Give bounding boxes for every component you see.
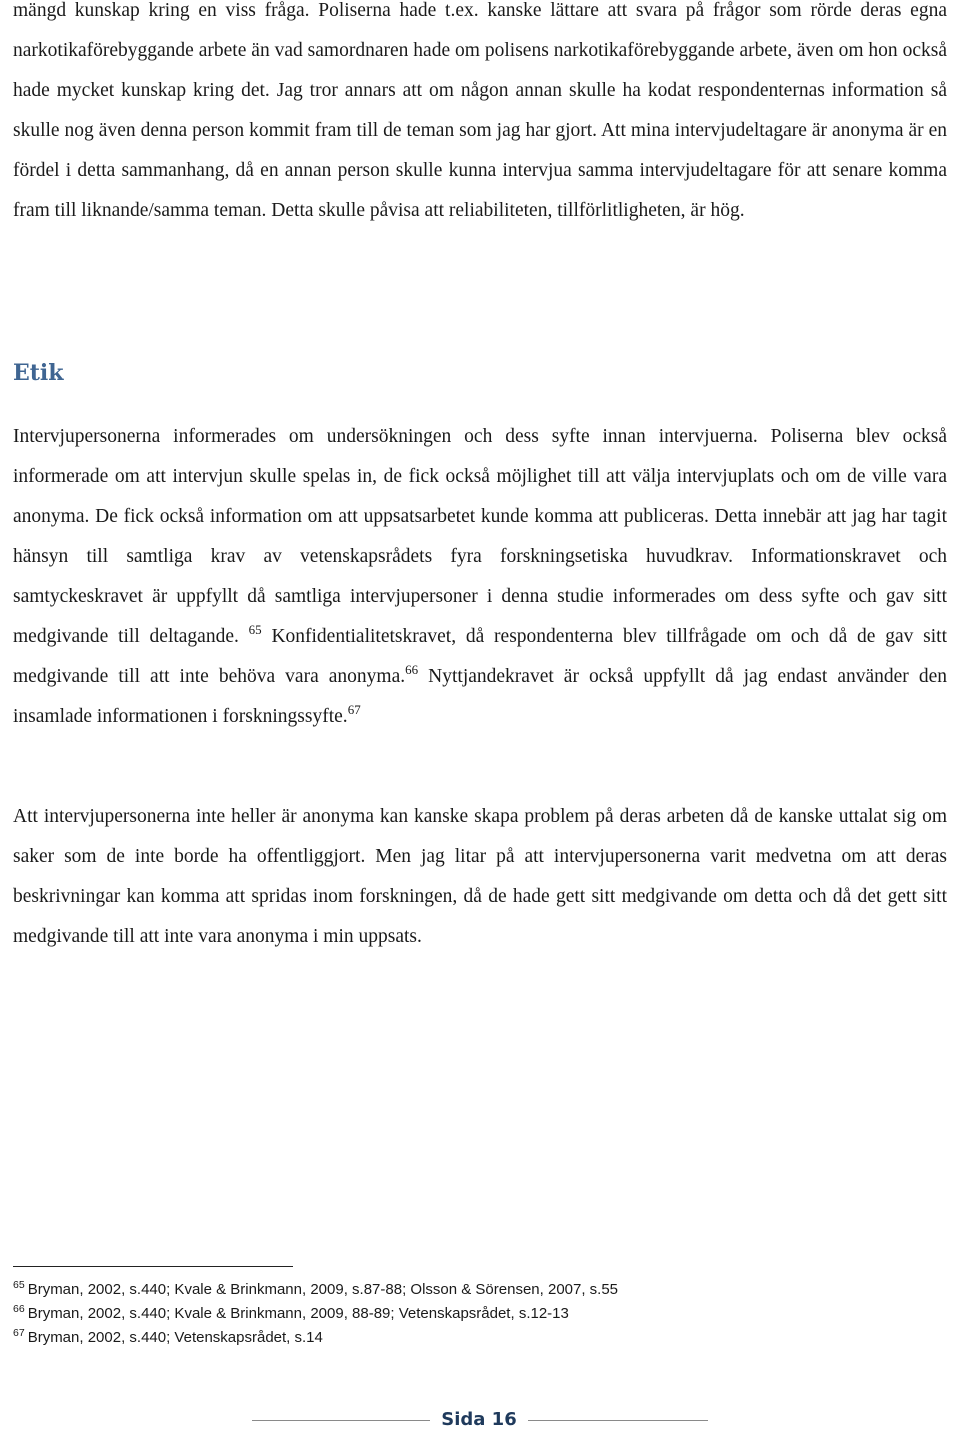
- paragraph-anonymity: [13, 797, 947, 957]
- paragraph-reliability: [13, 0, 947, 231]
- footnote-number: 66: [13, 1303, 25, 1315]
- footnote-number: 65: [13, 1279, 25, 1291]
- footnote-text: Bryman, 2002, s.440; Kvale & Brinkmann, 2009, 88-89; Vetenskapsrådet, s.12-13: [27, 1305, 569, 1322]
- footnote-ref-66[interactable]: 66: [405, 662, 419, 677]
- paragraph-text: Att intervjupersonerna inte heller är anonyma kan kanske skapa problem på deras arbeten då de kanske uttalat sig om saker som de inte borde ha offentliggjort. Men jag litar på att intervjupersonerna varit medvetna om att deras beskrivningar kan komma att spridas inom forskningen, då de hade gett sitt medgivande om detta och då det gett sitt medgivande till att inte vara anonyma i min uppsats.: [13, 806, 947, 947]
- footnote-number: 67: [13, 1327, 25, 1339]
- paragraph-text: mängd kunskap kring en viss fråga. Poliserna hade t.ex. kanske lättare att svara på frågor som rörde deras egna narkotikaförebyggande arbete än vad samordnaren hade om polisens narkotikaförebyggande arbete, även om hon också hade mycket kunskap kring det. Jag tror annars att om någon annan skulle ha kodat respondenternas information så skulle nog även denna person kommit fram till de teman som jag har gjort. Att mina intervjudeltagare är anonyma är en fördel i detta sammanhang, då en annan person skulle kunna intervjua samma intervjudeltagare för att senare komma fram till liknande/samma teman. Detta skulle påvisa att reliabiliteten, tillförlitligheten, är hög.: [13, 0, 947, 221]
- footnote-item: [13, 1302, 943, 1326]
- footnote-ref-67[interactable]: 67: [347, 702, 361, 717]
- footnote-text: Bryman, 2002, s.440; Kvale & Brinkmann, 2009, s.87-88; Olsson & Sörensen, 2007, s.55: [27, 1281, 619, 1298]
- footnote-separator: [13, 1266, 293, 1267]
- paragraph-text: Intervjupersonerna informerades om undersökningen och dess syfte innan intervjuerna. Poliserna blev också informerade om att intervjun skulle spelas in, de fick också möjlighet till att välja intervjuplats och om de ville vara anonyma. De fick också information om att uppsatsarbetet kunde komma att publiceras. Detta innebär att jag har tagit hänsyn till samtliga krav av vetenskapsrådets fyra forskningsetiska huvudkrav. Informationskravet och samtyckeskravet är uppfyllt då samtliga intervjupersoner i denna studie informerades om dess syfte och gav sitt medgivande till deltagande.: [13, 426, 947, 647]
- paragraph-ethics: [13, 417, 947, 737]
- paragraph-text: Konfidentialitetskravet, då respondenterna blev tillfrågade om och då de gav sitt medgivande till att inte behöva vara anonyma.: [13, 626, 947, 687]
- footer-rule-left: [252, 1420, 430, 1421]
- footnote-item: [13, 1326, 943, 1350]
- footnote-list: [13, 1278, 943, 1350]
- footer-rule-right: [528, 1420, 708, 1421]
- footnote-text: Bryman, 2002, s.440; Vetenskapsrådet, s.14: [27, 1329, 323, 1346]
- page-number: Sida 16: [441, 1409, 517, 1430]
- section-heading-etik: Etik: [13, 360, 64, 386]
- footnote-item: [13, 1278, 943, 1302]
- footnote-ref-65[interactable]: 65: [248, 622, 262, 637]
- paragraph-text: Nyttjandekravet är också uppfyllt då jag endast använder den insamlade informationen i forskningssyfte.: [13, 666, 947, 727]
